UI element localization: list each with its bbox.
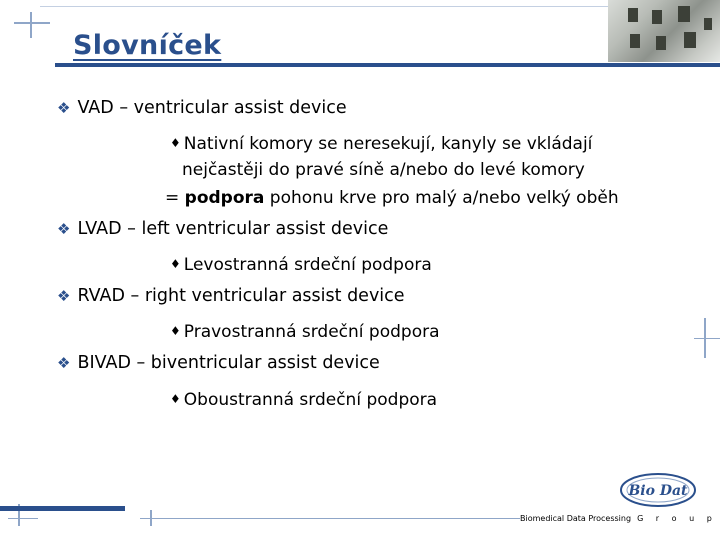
bullet-rvad-text: RVAD – right ventricular assist device [77, 286, 405, 306]
equation-rest: pohonu krve pro malý a/nebo velký oběh [264, 188, 619, 208]
bullet-lvad-text: LVAD – left ventricular assist device [77, 219, 389, 239]
sub-bivad [170, 390, 437, 410]
bullet-bivad-text: BIVAD – biventricular assist device [77, 353, 380, 373]
small-diamond-icon: ♦ [170, 136, 181, 150]
diamond-bullet-icon: ❖ [57, 220, 71, 238]
sub-vad-line1-text: Nativní komory se neresekují, kanyly se vkládají [183, 134, 593, 154]
bottom-accent-bar [0, 506, 125, 511]
logo-text: Bio Dat [628, 483, 688, 499]
footer-group: G r o u p [637, 514, 717, 523]
sub-lvad [170, 255, 432, 275]
frame-line-top-h [40, 6, 610, 7]
sub-rvad [170, 322, 440, 342]
bullet-bivad [57, 353, 380, 373]
frame-line-top-left-v [30, 12, 32, 38]
footer-text [520, 514, 717, 523]
frame-line-right-h [694, 338, 720, 339]
equation-bold-word: podpora [184, 188, 265, 208]
small-diamond-icon: ♦ [170, 324, 181, 338]
small-diamond-icon: ♦ [170, 392, 181, 406]
bullet-rvad [57, 286, 405, 306]
frame-line-top-left-h [14, 22, 50, 24]
header-building-photo [608, 0, 720, 62]
sub-vad-line1 [170, 134, 592, 154]
biodat-logo [618, 470, 698, 510]
sub-vad-line2: nejčastěji do pravé síně a/nebo do levé komory [182, 160, 585, 180]
sub-bivad-text: Oboustranná srdeční podpora [183, 390, 438, 410]
diamond-bullet-icon: ❖ [57, 99, 71, 117]
bullet-vad [57, 98, 347, 118]
sub-rvad-text: Pravostranná srdeční podpora [183, 322, 440, 342]
footer-main: Biomedical Data Processing [520, 514, 632, 523]
bullet-lvad [57, 219, 388, 239]
frame-line-bottom-left-h [8, 518, 38, 519]
equation-prefix: = [165, 188, 185, 208]
sub-lvad-text: Levostranná srdeční podpora [183, 255, 432, 275]
sub-vad-equation [165, 188, 619, 208]
diamond-bullet-icon: ❖ [57, 354, 71, 372]
bullet-vad-text: VAD – ventricular assist device [77, 98, 347, 118]
diamond-bullet-icon: ❖ [57, 287, 71, 305]
small-diamond-icon: ♦ [170, 257, 181, 271]
frame-line-bottom-h [140, 518, 520, 519]
title-underline-rule [55, 63, 720, 67]
slide-title: Slovníček [73, 30, 222, 61]
